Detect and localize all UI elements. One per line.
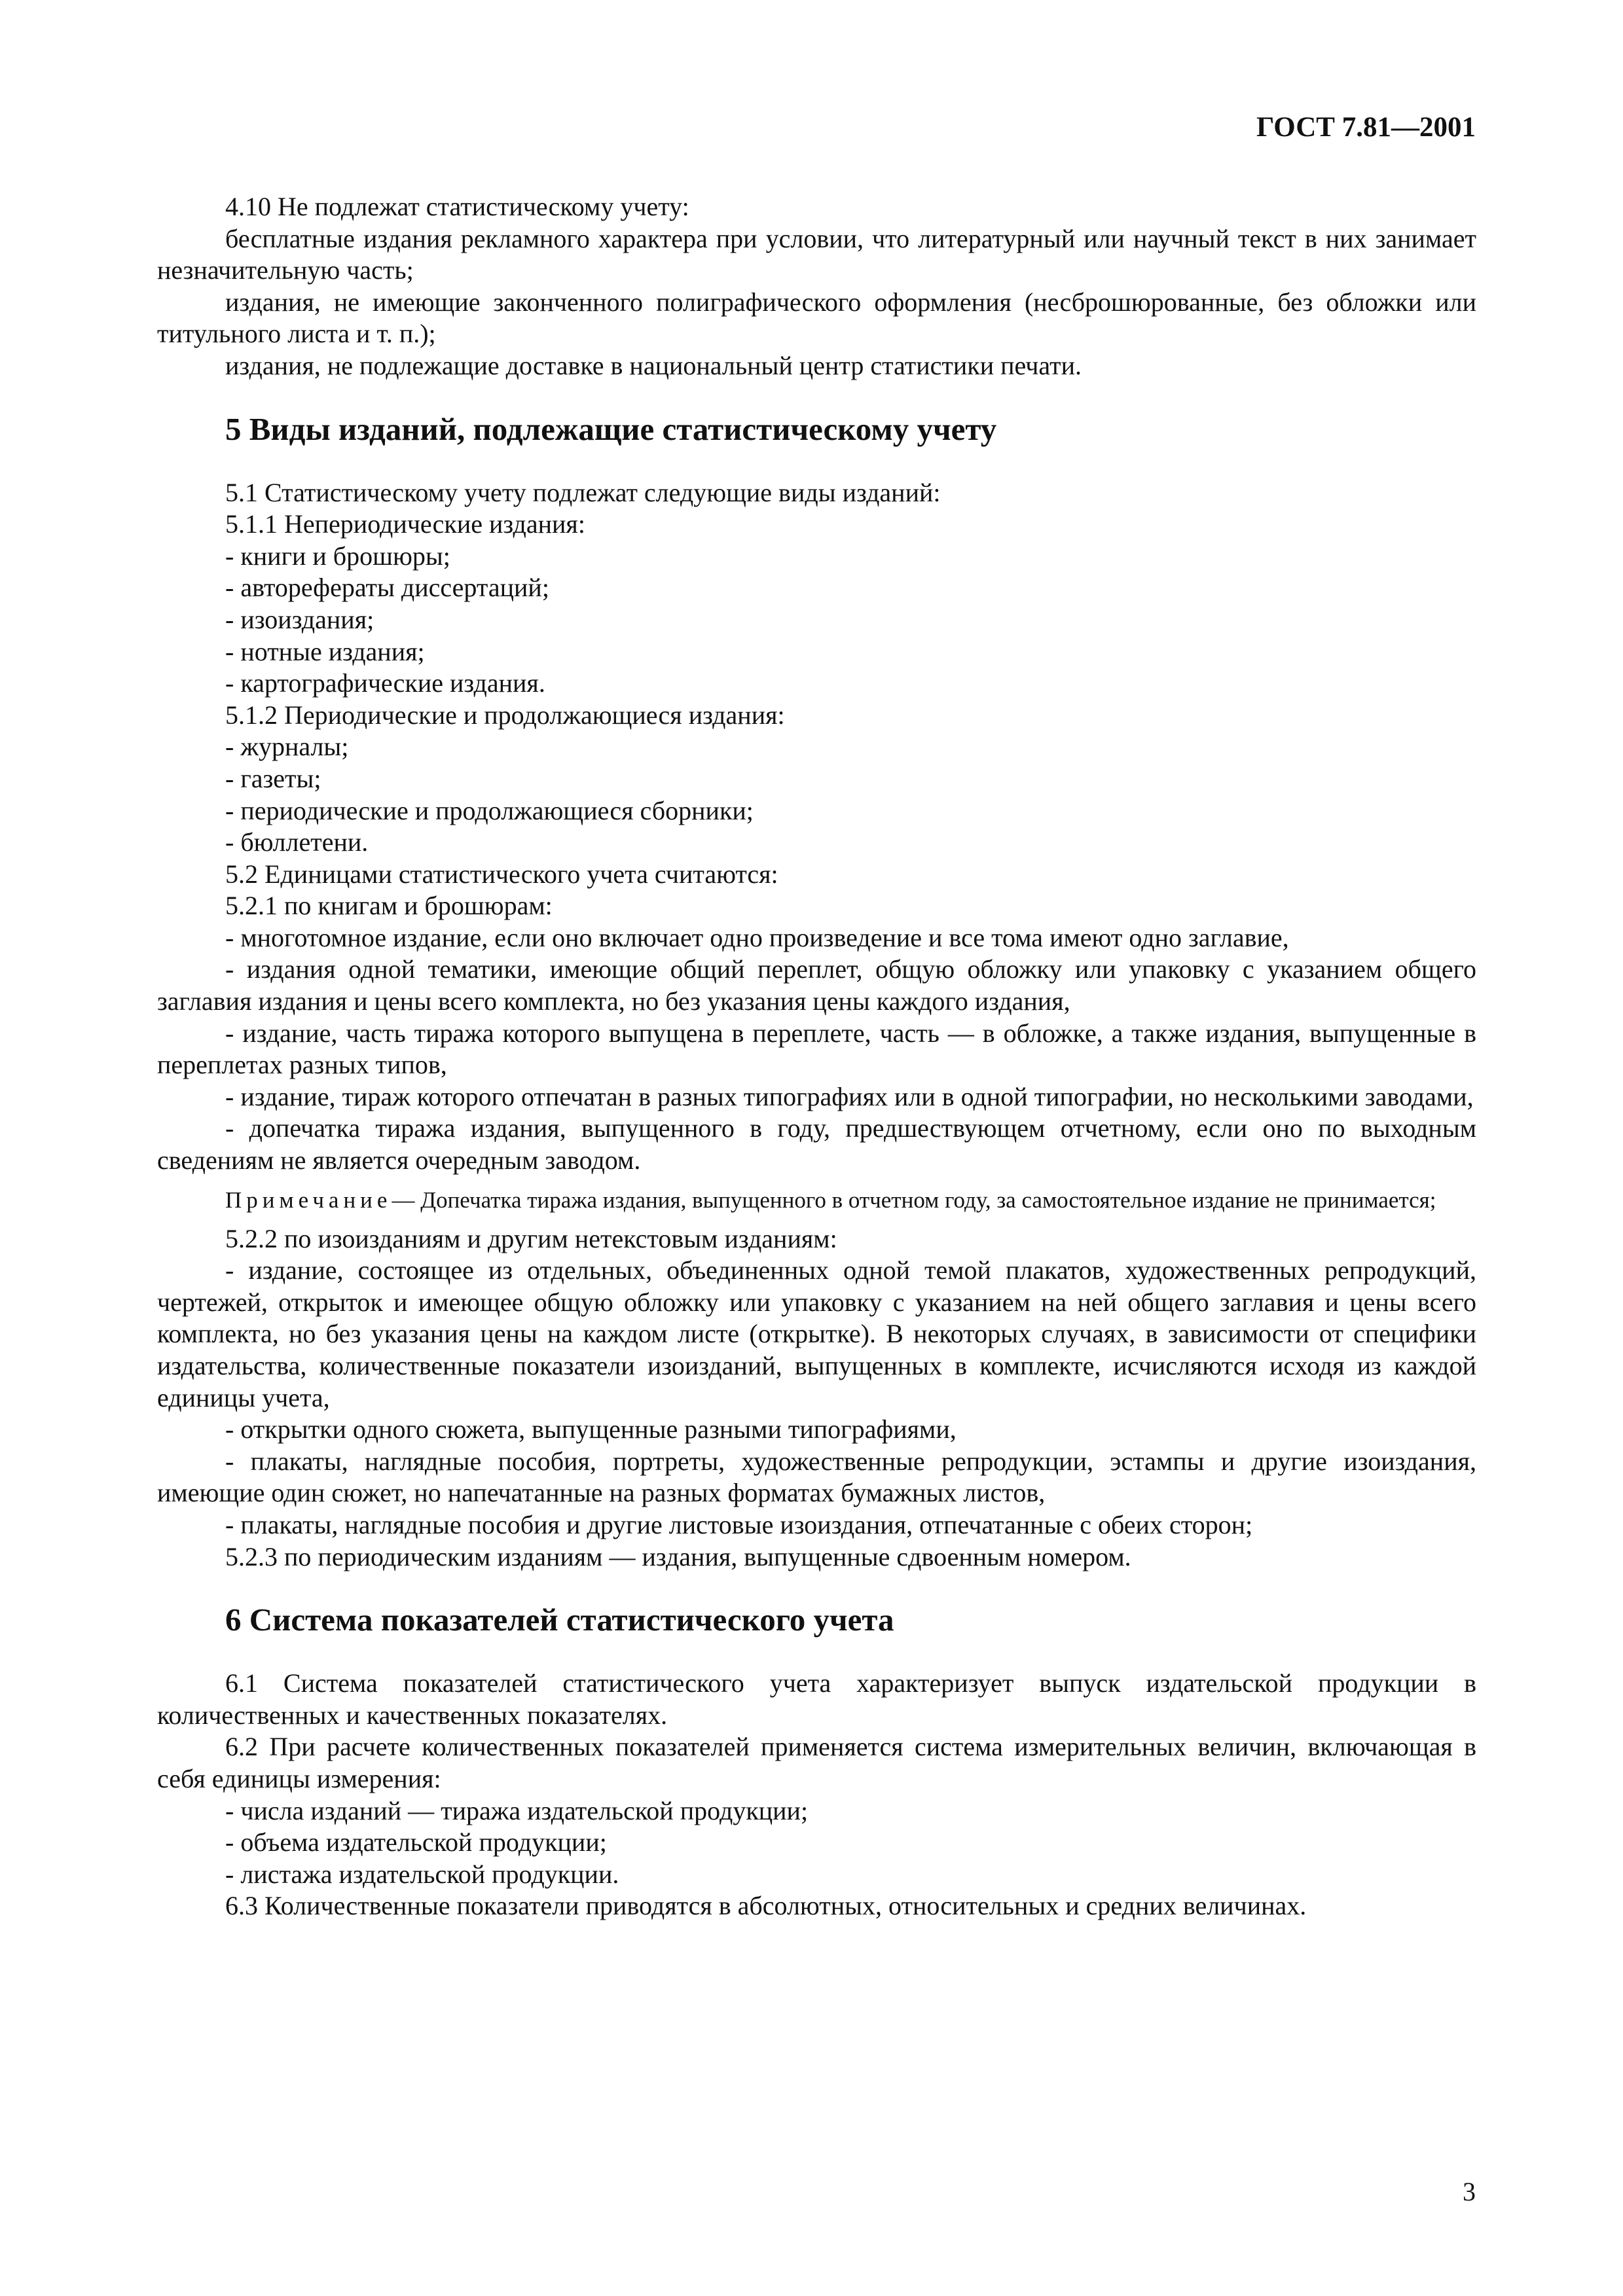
clause-5-2: 5.2 Единицами статистического учета считаются:: [225, 859, 778, 889]
list-item: - числа изданий — тиража издательской продукции;: [225, 1795, 809, 1825]
note-label: Примечание: [225, 1187, 392, 1213]
section-6-heading: 6 Система показателей статистического учета: [225, 1602, 894, 1638]
clause-5-2-3: 5.2.3 по периодическим изданиям — издания, выпущенные сдвоенным номером.: [225, 1541, 1131, 1571]
list-item: - картографические издания.: [225, 668, 545, 698]
list-item: - журналы;: [225, 732, 349, 762]
clause-4-10-item: издания, не подлежащие доставке в национальный центр статистики печати.: [225, 350, 1082, 380]
section-5-heading: 5 Виды изданий, подлежащие статистическому учету: [225, 410, 997, 447]
list-item: - листажа издательской продукции.: [225, 1859, 619, 1889]
list-item: - открытки одного сюжета, выпущенные разными типографиями,: [225, 1414, 957, 1444]
clause-5-2-2: 5.2.2 по изоизданиям и другим нетекстовым изданиям:: [225, 1223, 837, 1253]
note-text: — Допечатка тиража издания, выпущенного в отчетном году, за самостоятельное издание не принимается;: [392, 1187, 1436, 1213]
list-item: - изоиздания;: [225, 604, 374, 634]
clause-6-1: 6.1 Система показателей статистического учета характеризует выпуск издательской продукции в количественных и качественных показателях.: [157, 1668, 1476, 1730]
list-item: - плакаты, наглядные пособия, портреты, художественные репродукции, эстампы и другие изоиздания, имеющие один сюжет, но напечатанные на разных форматах бумажных листов,: [157, 1446, 1476, 1508]
list-item: - многотомное издание, если оно включает одно произведение и все тома имеют одно заглавие,: [225, 922, 1289, 952]
list-item: - бюллетени.: [225, 827, 369, 857]
list-item: - газеты;: [225, 763, 321, 793]
list-item: - периодические и продолжающиеся сборники;: [225, 795, 754, 825]
list-item: - издания одной тематики, имеющие общий переплет, общую обложку или упаковку с указанием общего заглавия издания и цены всего комплекта, но без указания цены каждого издания,: [157, 954, 1476, 1016]
clause-5-1-2: 5.1.2 Периодические и продолжающиеся издания:: [225, 700, 785, 730]
list-item: - объема издательской продукции;: [225, 1827, 607, 1857]
standard-designation: ГОСТ 7.81—2001: [1256, 112, 1476, 143]
note: [157, 1186, 1476, 1214]
clause-4-10-item: издания, не имеющие законченного полиграфического оформления (несброшюрованные, без обложки или титульного листа и т. п.);: [157, 287, 1476, 349]
clause-4-10-intro: 4.10 Не подлежат статистическому учету:: [225, 192, 689, 221]
list-item: - издание, состоящее из отдельных, объединенных одной темой плакатов, художественных репродукций, чертежей, открыток и имеющее общую обложку или упаковку с указанием на ней общего заглавия и цены всего комплекта, но без указания цены на каждом листе (открытке). В некоторых случаях, в зависимости от специфики издательства, количественные показатели изоизданий, выпущенных в комплекте, исчисляются исходя из каждой единицы учета,: [157, 1255, 1476, 1412]
list-item: - авторефераты диссертаций;: [225, 573, 549, 603]
clause-6-3: 6.3 Количественные показатели приводятся в абсолютных, относительных и средних величинах.: [225, 1891, 1307, 1921]
clause-6-2: 6.2 При расчете количественных показателей применяется система измерительных величин, включающая в себя единицы измерения:: [157, 1732, 1476, 1793]
list-item: - издание, тираж которого отпечатан в разных типографиях или в одной типографии, но несколькими заводами,: [225, 1081, 1474, 1111]
clause-5-1-1: 5.1.1 Непериодические издания:: [225, 509, 585, 539]
clause-5-1: 5.1 Статистическому учету подлежат следующие виды изданий:: [225, 477, 941, 507]
page-number: 3: [1463, 2177, 1476, 2206]
list-item: - нотные издания;: [225, 636, 425, 666]
clause-5-2-1: 5.2.1 по книгам и брошюрам:: [225, 891, 553, 921]
list-item: - плакаты, наглядные пособия и другие листовые изоиздания, отпечатанные с обеих сторон;: [225, 1509, 1253, 1539]
list-item: - издание, часть тиража которого выпущена в переплете, часть — в обложке, а также издания, выпущенные в переплетах разных типов,: [157, 1018, 1476, 1080]
page-content: [157, 191, 1476, 1922]
list-item: - книги и брошюры;: [225, 541, 450, 571]
clause-4-10-item: бесплатные издания рекламного характера при условии, что литературный или научный текст в них занимает незначительную часть;: [157, 223, 1476, 285]
list-item: - допечатка тиража издания, выпущенного в году, предшествующем отчетному, если оно по выходным сведениям не является очередным заводом.: [157, 1113, 1476, 1175]
